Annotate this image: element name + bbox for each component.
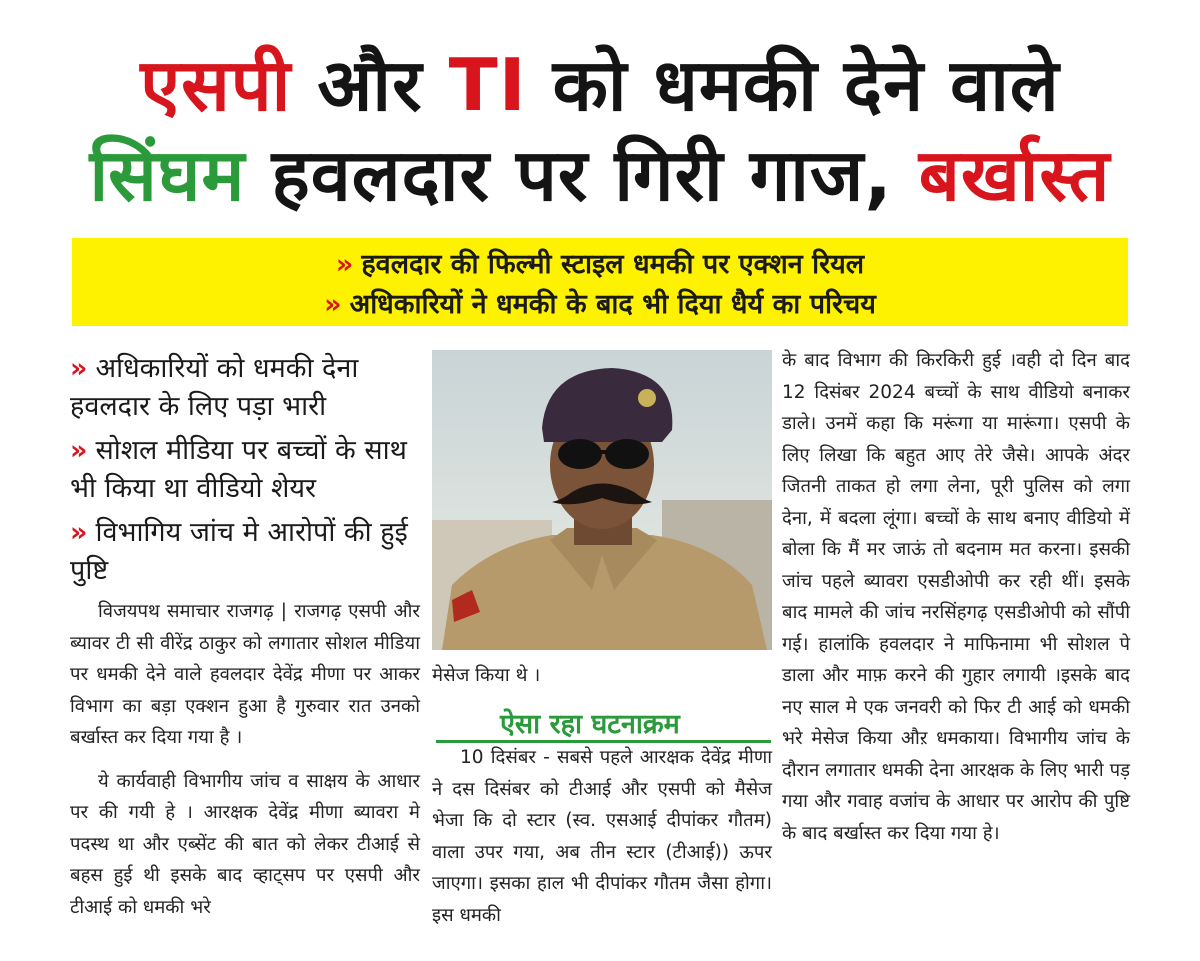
right-column (782, 345, 1130, 849)
chevron-icon: » (70, 517, 88, 548)
headline-word: बर्खास्त (918, 133, 1111, 217)
key-point-text: सोशल मीडिया पर बच्चों के साथ भी किया था वीडियो शेयर (70, 435, 407, 504)
chevron-icon: » (324, 289, 342, 320)
headline-line-1 (0, 40, 1200, 130)
key-point (70, 432, 420, 508)
chevron-icon: » (70, 435, 88, 466)
article-paragraph: 10 दिसंबर - सबसे पहले आरक्षक देवेंद्र मीणा ने दस दिसंबर को टीआई और एसपी को मैसेज भेजा कि दो स्टार (स्व. एसआई दीपांकर गौतम) वाला उपर गया, अब तीन स्टार (टीआई)) ऊपर जाएगा। इसका हाल भी दीपांकर गौतम जैसा होगा। इस धमकी (432, 747, 772, 926)
article-paragraph: विजयपथ समाचार राजगढ़ | राजगढ़ एसपी और ब्यावर टी सी वीरेंद्र ठाकुर को लगातार सोशल मीडिया पर धमकी देने वाले हवलदार देवेंद्र मीणा पर आकर विभाग का बड़ा एक्शन हुआ है गुरुवार रात उनको बर्खास्त कर दिया गया है । (70, 601, 420, 748)
chevron-icon: » (335, 249, 354, 280)
headline-word: TI (448, 43, 527, 127)
photo-continuation-text: मेसेज किया थे । (432, 665, 541, 686)
officer-photo (432, 350, 772, 650)
headline-word: को धमकी देने वाले (526, 43, 1060, 127)
chevron-icon: » (70, 353, 88, 384)
section-subheading: ऐसा रहा घटनाक्रम (500, 709, 680, 740)
key-point-text: अधिकारियों को धमकी देना हवलदार के लिए पड़ा भारी (70, 353, 359, 422)
key-point (70, 514, 420, 590)
highlights-banner (72, 238, 1128, 326)
key-point (70, 350, 420, 426)
left-column (70, 350, 420, 923)
headline-word: हवलदार पर गिरी गाज, (245, 133, 919, 217)
middle-column-text (432, 742, 772, 931)
headline-word: सिंघम (89, 133, 246, 217)
headline-word: और (291, 43, 449, 127)
article-paragraph: ये कार्यवाही विभागीय जांच व साक्षय के आधार पर की गयी हे । आरक्षक देवेंद्र मीणा ब्यावरा मे पदस्थ था और एब्सेंट की बात को लेकर टीआई से बहस हुई थी इसके बाद व्हाट्सप पर एसपी और टीआई को धमकी भरे (70, 770, 420, 918)
headline-line-2 (0, 130, 1200, 220)
key-point-text: विभागिय जांच मे आरोपों की हुई पुष्टि (70, 517, 408, 586)
article-paragraph: के बाद विभाग की किरकिरी हुई ।वही दो दिन बाद 12 दिसंबर 2024 बच्चों के साथ वीडियो बनाकर डाले। उनमें कहा कि मरूंगा या मारूंगा। एसपी के लिए लिखा कि बहुत आए तेरे जैसे। आपके अंदर जितनी ताकत हो लगा लेना, पूरी पुलिस को लगा देना, में बदला लूंगा। बच्चों के साथ बनाए वीडियो में बोला कि मैं मर जाऊं तो बदनाम मत करना। इसकी जांच पहले ब्यावरा एसडीओपी कर रही थीं। इसके बाद मामले की जांच नरसिंहगढ़ एसडीओपी को सौंपी गई। हालांकि हवलदार ने माफिनामा भी सोशल पे डाला और माफ़ करने की गुहार लगायी ।इसके बाद नए साल मे एक जनवरी को फिर टी आई को धमकी भरे मेसेज किया औऱ धमकाया। विभागीय जांच के दौरान लगातार धमकी देना आरक्षक के लिए भारी पड़ गया और गवाह वजांच के आधार पर आरोप की पुष्टि के बाद बर्खास्त कर दिया गया हे। (782, 350, 1130, 844)
headline-word: एसपी (140, 43, 292, 127)
banner-text: हवलदार की फिल्मी स्टाइल धमकी पर एक्शन रियल (361, 249, 865, 280)
banner-line-1 (72, 244, 1128, 281)
banner-line-2 (72, 284, 1128, 321)
banner-text: अधिकारियों ने धमकी के बाद भी दिया धैर्य का परिचय (349, 289, 876, 320)
